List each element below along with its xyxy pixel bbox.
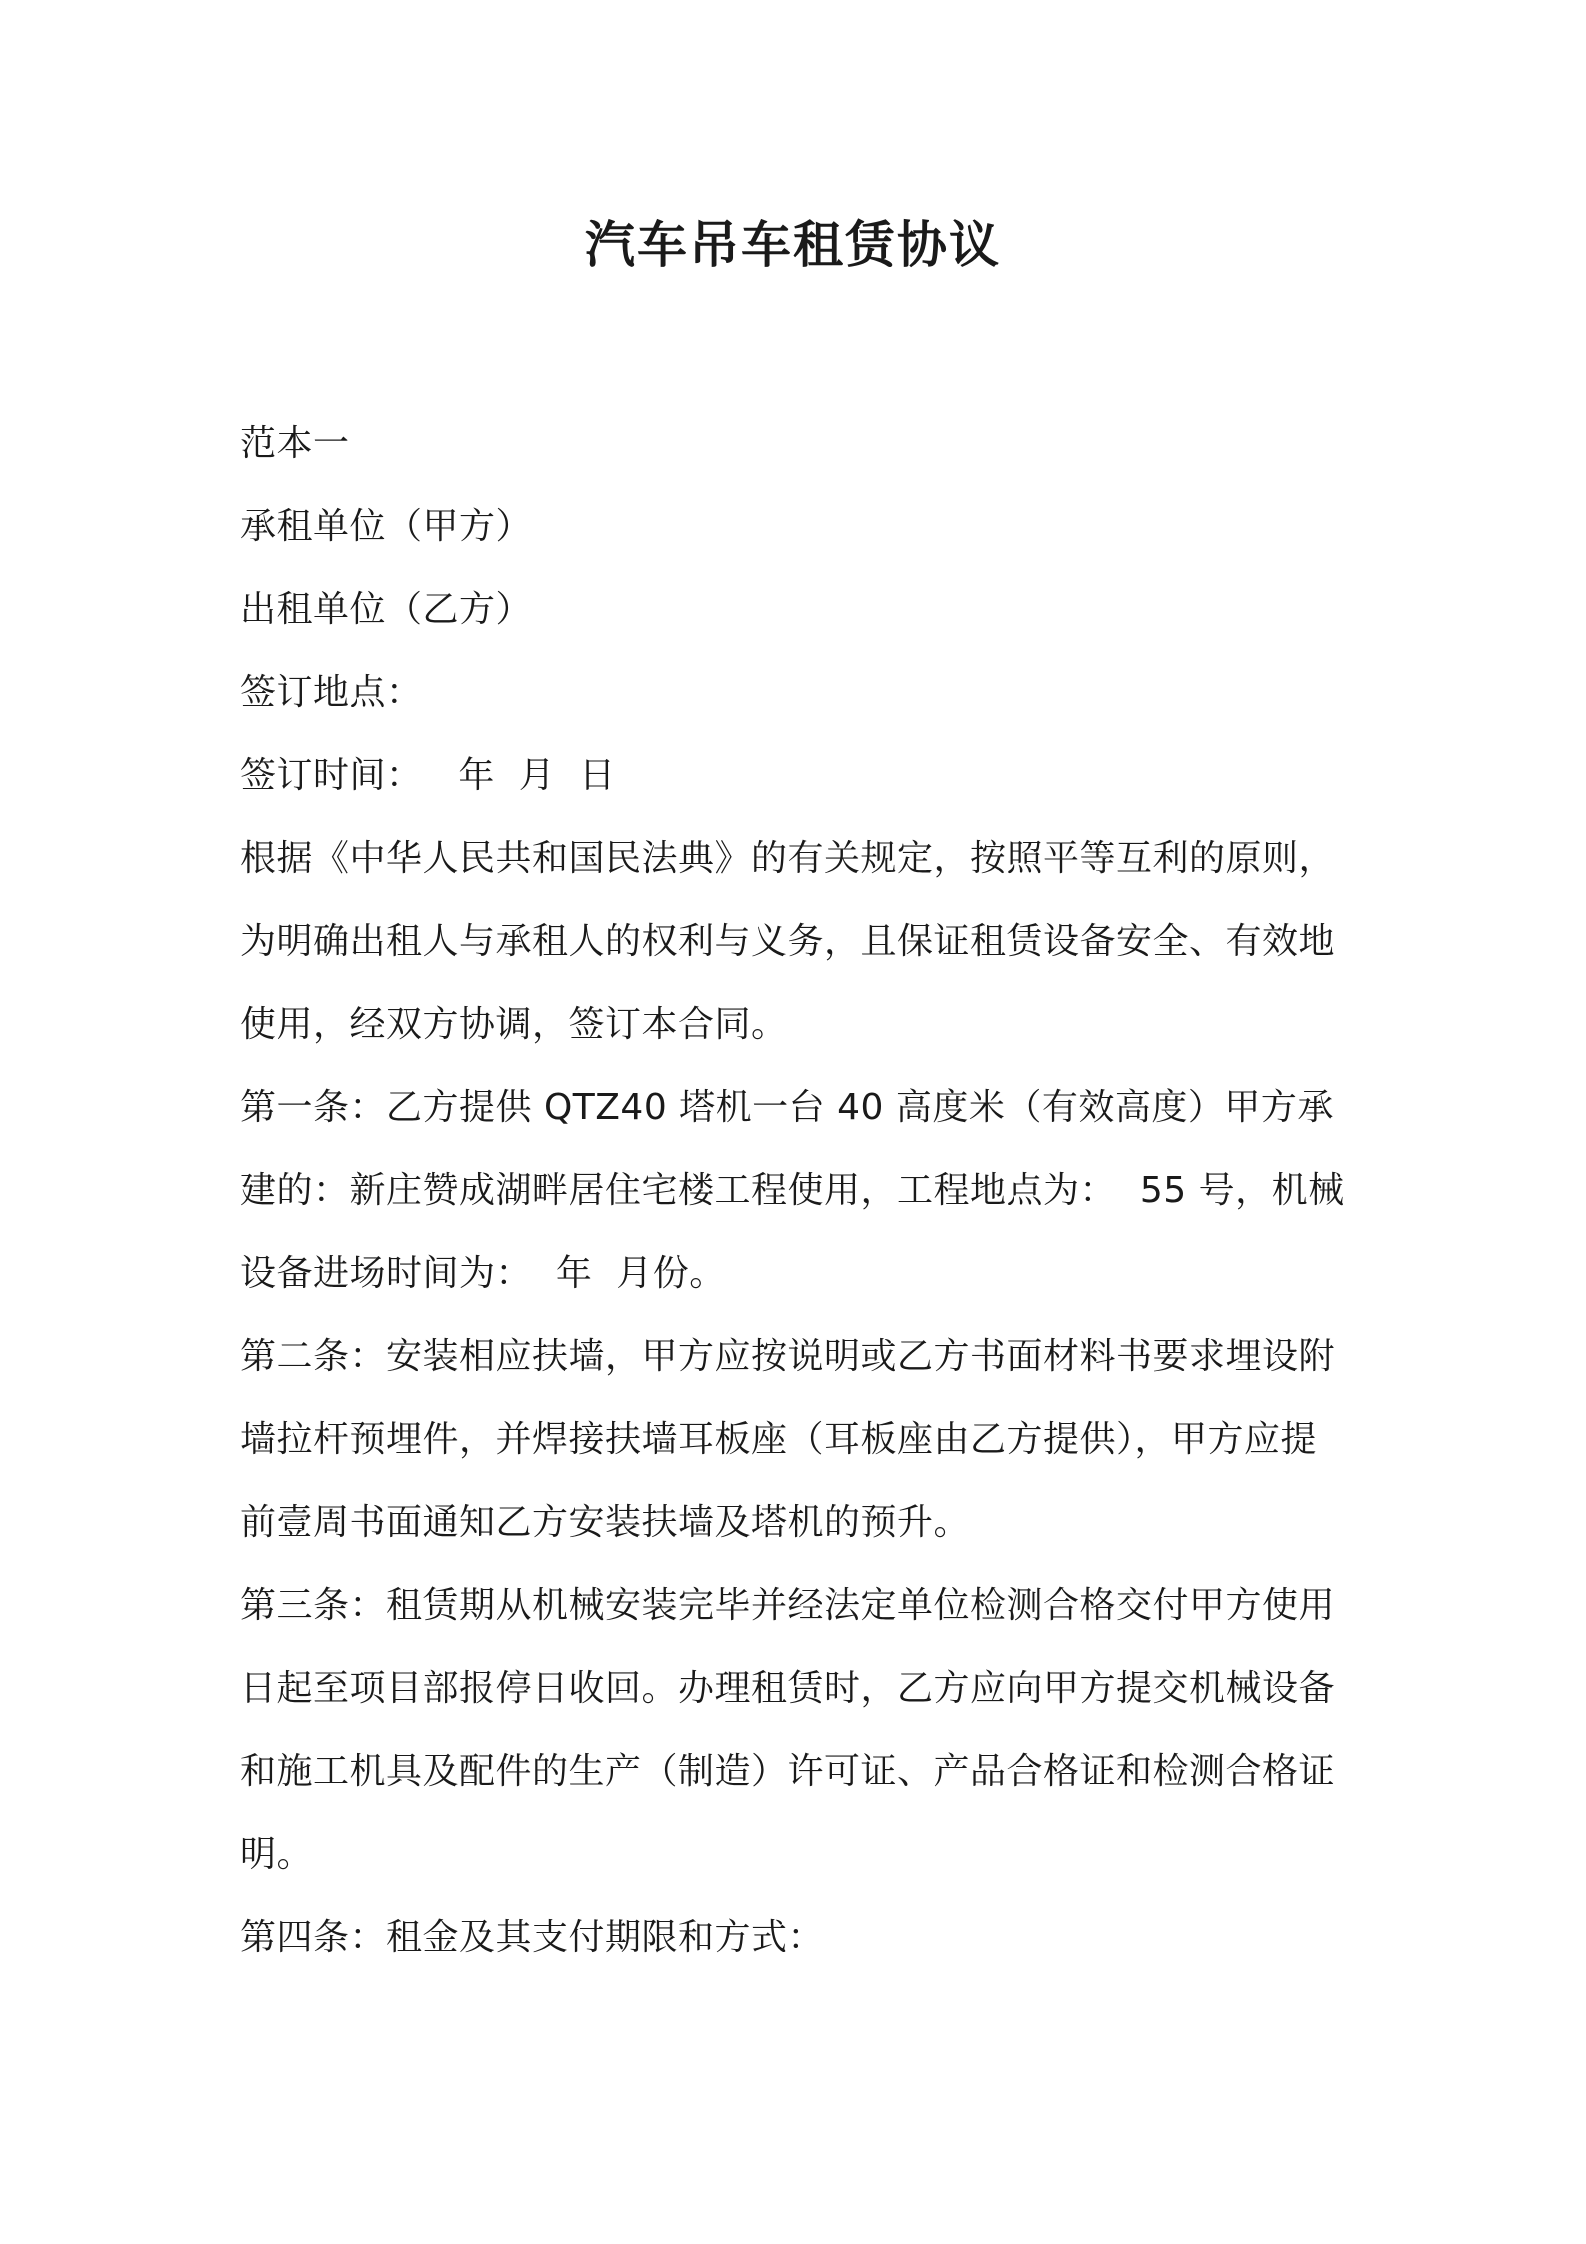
article-1-line: 第一条：乙方提供 QTZ40 塔机一台 40 高度米（有效高度）甲方承: [240, 1087, 1334, 1128]
article-2-line: 墙拉杆预埋件，并焊接扶墙耳板座（耳板座由乙方提供），甲方应提: [240, 1419, 1318, 1460]
preamble-line: 为明确出租人与承租人的权利与义务，且保证租赁设备安全、有效地: [240, 921, 1336, 962]
article-1-line: 设备进场时间为： 年 月份。: [240, 1253, 726, 1294]
document-title: 汽车吊车租赁协议: [585, 216, 1001, 274]
lessee-line: 承租单位（甲方）: [240, 506, 533, 547]
article-3-line: 第三条：租赁期从机械安装完毕并经法定单位检测合格交付甲方使用: [240, 1585, 1336, 1626]
article-2-line: 第二条：安装相应扶墙，甲方应按说明或乙方书面材料书要求埋设附: [240, 1336, 1336, 1377]
signing-date-line: 签订时间： 年 月 日: [240, 755, 616, 796]
article-4-line: 第四条：租金及其支付期限和方式：: [240, 1917, 825, 1958]
article-3-line: 和施工机具及配件的生产（制造）许可证、产品合格证和检测合格证: [240, 1751, 1336, 1792]
document-body: [240, 402, 1360, 1979]
preamble-line: 根据《中华人民共和国民法典》的有关规定，按照平等互利的原则，: [240, 838, 1336, 879]
article-2-line: 前壹周书面通知乙方安装扶墙及塔机的预升。: [240, 1502, 971, 1543]
article-3-line: 明。: [240, 1834, 314, 1875]
template-label: 范本一: [240, 423, 350, 464]
article-1-line: 建的：新庄赞成湖畔居住宅楼工程使用，工程地点为： 55 号，机械: [240, 1170, 1345, 1211]
signing-place-line: 签订地点：: [240, 672, 423, 713]
lessor-line: 出租单位（乙方）: [240, 589, 533, 630]
article-3-line: 日起至项目部报停日收回。办理租赁时，乙方应向甲方提交机械设备: [240, 1668, 1336, 1709]
preamble-line: 使用，经双方协调，签订本合同。: [240, 1004, 788, 1045]
